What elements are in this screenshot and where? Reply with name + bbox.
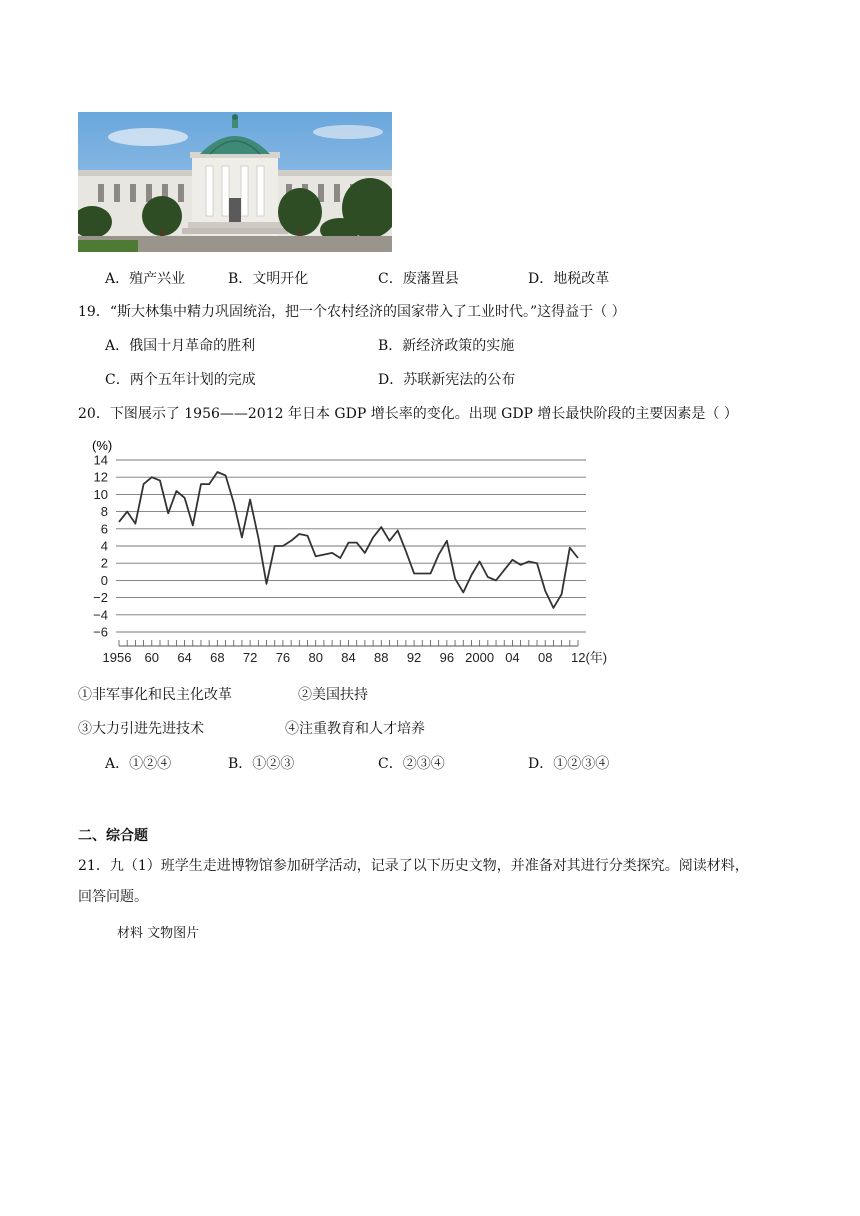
section-title: 二、综合题	[78, 828, 148, 844]
q18-option-c[interactable]: C．废藩置县	[378, 271, 459, 287]
q21-stem-line-1: 21．九（1）班学生走进博物馆参加研学活动，记录了以下历史文物，并准备对其进行分类探究。阅读材料，	[78, 858, 749, 874]
x-tick-label: 1956	[102, 650, 132, 665]
x-tick-label: 96	[439, 650, 455, 665]
q19-option-b[interactable]: B．新经济政策的实施	[378, 338, 515, 354]
q20-stem: 20．下图展示了 1956——2012 年日本 GDP 增长率的变化。出现 GDP 增长最快阶段的主要因素是（ ）	[78, 406, 738, 422]
y-tick-label: −6	[93, 624, 108, 640]
x-tick-label: 84	[341, 650, 356, 665]
q18-option-d[interactable]: D．地税改革	[528, 271, 610, 287]
chart-x-tick-labels	[103, 650, 608, 665]
y-tick-label: 2	[100, 555, 108, 571]
x-tick-label: 60	[144, 650, 160, 665]
y-tick-label: 0	[100, 572, 108, 588]
chart-x-axis	[119, 640, 578, 646]
y-tick-label: 10	[93, 486, 108, 502]
q20-item-2: ②美国扶持	[298, 687, 368, 703]
x-tick-label: 64	[177, 650, 192, 665]
y-tick-label: 14	[93, 452, 108, 468]
y-tick-label: 4	[100, 538, 108, 554]
chart-gridlines	[116, 460, 586, 632]
x-tick-label: 76	[275, 650, 291, 665]
gdp-growth-line	[119, 472, 578, 608]
x-tick-label: 80	[308, 650, 323, 665]
y-tick-label: −2	[93, 590, 108, 606]
museum-building-photo	[78, 112, 392, 252]
chart-y-tick-labels	[93, 453, 108, 640]
x-tick-label: 72	[242, 650, 258, 665]
q18-option-a[interactable]: A．殖产兴业	[105, 271, 186, 287]
q20-option-c[interactable]: C．②③④	[378, 756, 445, 772]
q20-item-1: ①非军事化和民主化改革	[78, 687, 232, 703]
x-tick-label: 68	[210, 650, 225, 665]
x-tick-label: 12(年)	[571, 650, 608, 665]
museum-building-image	[78, 112, 392, 252]
q20-item-4: ④注重教育和人才培养	[285, 721, 425, 737]
y-tick-label: −4	[93, 607, 108, 623]
q19-option-a[interactable]: A．俄国十月革命的胜利	[105, 338, 256, 354]
chart-y-axis-label: (%)	[92, 438, 113, 453]
x-tick-label: 88	[374, 650, 389, 665]
q20-option-b[interactable]: B．①②③	[228, 756, 295, 772]
q18-option-b[interactable]: B．文明开化	[228, 271, 309, 287]
q21-stem-line-2: 回答问题。	[78, 889, 148, 905]
y-tick-label: 6	[100, 521, 108, 537]
y-tick-label: 12	[93, 469, 108, 485]
y-tick-label: 8	[100, 504, 108, 520]
x-tick-label: 92	[406, 650, 422, 665]
q20-option-d[interactable]: D．①②③④	[528, 756, 610, 772]
q21-material-label: 材料 文物图片	[117, 926, 200, 941]
q19-stem: 19．“斯大林集中精力巩固统治，把一个农村经济的国家带入了工业时代。”这得益于（ ）	[78, 304, 626, 320]
chart-series-line	[119, 472, 578, 608]
q19-option-d[interactable]: D．苏联新宪法的公布	[378, 372, 516, 388]
q20-option-a[interactable]: A．①②④	[105, 756, 172, 772]
japan-gdp-growth-chart	[78, 432, 618, 676]
q20-item-3: ③大力引进先进技术	[78, 721, 204, 737]
x-tick-label: 08	[537, 650, 553, 665]
x-tick-label: 04	[505, 650, 520, 665]
x-tick-label: 2000	[465, 650, 495, 665]
q19-option-c[interactable]: C．两个五年计划的完成	[105, 372, 256, 388]
